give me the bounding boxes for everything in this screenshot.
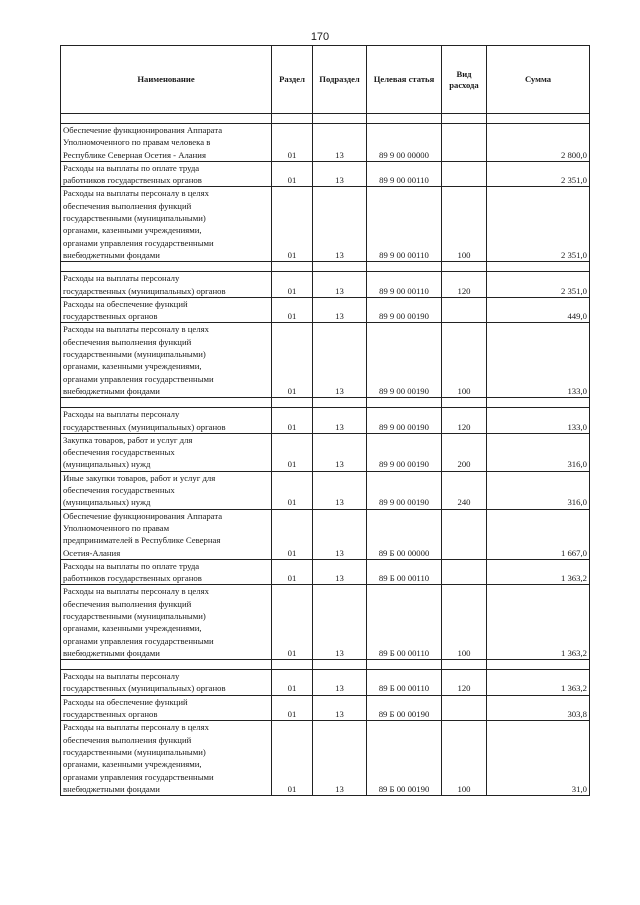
table-row [61, 124, 590, 162]
table-row [61, 695, 590, 721]
spacer-cell [272, 660, 313, 670]
cell-kind: 100 [442, 323, 487, 398]
cell-name: Обеспечение функционирования Аппарата Уполномоченного по правам предпринимателей в Республике Северная Осетия-Алания [61, 509, 272, 559]
spacer-cell [272, 114, 313, 124]
spacer-cell [367, 398, 442, 408]
cell-target: 89 Б 00 00190 [367, 721, 442, 796]
cell-kind: 240 [442, 471, 487, 509]
spacer-cell [487, 398, 590, 408]
spacer-cell [487, 262, 590, 272]
cell-subsection: 13 [313, 585, 367, 660]
cell-section: 01 [272, 124, 313, 162]
cell-name: Расходы на выплаты персоналу государственных (муниципальных) органов [61, 272, 272, 298]
cell-subsection: 13 [313, 272, 367, 298]
cell-target: 89 9 00 00190 [367, 323, 442, 398]
spacer-cell [272, 262, 313, 272]
cell-kind [442, 124, 487, 162]
table-row [61, 323, 590, 398]
cell-target: 89 Б 00 00000 [367, 509, 442, 559]
cell-kind: 120 [442, 670, 487, 696]
cell-subsection: 13 [313, 161, 367, 187]
spacer-cell [487, 114, 590, 124]
cell-sum: 449,0 [487, 297, 590, 323]
header-section: Раздел [272, 46, 313, 114]
cell-sum: 2 800,0 [487, 124, 590, 162]
cell-target: 89 9 00 00190 [367, 297, 442, 323]
cell-name: Расходы на обеспечение функций государственных органов [61, 695, 272, 721]
cell-target: 89 9 00 00000 [367, 124, 442, 162]
cell-target: 89 9 00 00190 [367, 408, 442, 434]
cell-section: 01 [272, 670, 313, 696]
spacer-row [61, 660, 590, 670]
cell-sum: 1 363,2 [487, 585, 590, 660]
cell-section: 01 [272, 272, 313, 298]
table-row [61, 161, 590, 187]
cell-kind: 100 [442, 721, 487, 796]
cell-section: 01 [272, 695, 313, 721]
spacer-cell [442, 114, 487, 124]
table-row [61, 408, 590, 434]
header-sum: Сумма [487, 46, 590, 114]
cell-sum: 2 351,0 [487, 161, 590, 187]
cell-section: 01 [272, 585, 313, 660]
cell-target: 89 9 00 00110 [367, 272, 442, 298]
header-target: Целевая статья [367, 46, 442, 114]
cell-section: 01 [272, 559, 313, 585]
cell-subsection: 13 [313, 670, 367, 696]
cell-subsection: 13 [313, 187, 367, 262]
cell-kind: 120 [442, 272, 487, 298]
cell-target: 89 Б 00 00110 [367, 670, 442, 696]
table-row [61, 670, 590, 696]
cell-kind [442, 509, 487, 559]
cell-name: Расходы на выплаты персоналу в целях обеспечения выполнения функций государственными (муниципальными) органами, казенными учреждениями, органами управления государственными внебюджетными фондами [61, 187, 272, 262]
spacer-cell [442, 660, 487, 670]
cell-target: 89 9 00 00110 [367, 161, 442, 187]
cell-subsection: 13 [313, 433, 367, 471]
cell-target: 89 Б 00 00110 [367, 559, 442, 585]
spacer-row [61, 114, 590, 124]
cell-name: Расходы на выплаты персоналу в целях обеспечения выполнения функций государственными (муниципальными) органами, казенными учреждениями, органами управления государственными внебюджетными фондами [61, 323, 272, 398]
cell-sum: 133,0 [487, 323, 590, 398]
cell-kind: 100 [442, 585, 487, 660]
spacer-cell [61, 398, 272, 408]
table-row [61, 187, 590, 262]
spacer-cell [61, 660, 272, 670]
cell-target: 89 Б 00 00110 [367, 585, 442, 660]
cell-target: 89 Б 00 00190 [367, 695, 442, 721]
cell-subsection: 13 [313, 721, 367, 796]
spacer-cell [442, 262, 487, 272]
cell-name: Иные закупки товаров, работ и услуг для обеспечения государственных (муниципальных) нужд [61, 471, 272, 509]
cell-subsection: 13 [313, 297, 367, 323]
cell-kind: 200 [442, 433, 487, 471]
cell-sum: 303,8 [487, 695, 590, 721]
spacer-cell [313, 262, 367, 272]
cell-name: Расходы на выплаты по оплате труда работников государственных органов [61, 559, 272, 585]
spacer-cell [313, 398, 367, 408]
cell-kind [442, 695, 487, 721]
spacer-cell [61, 114, 272, 124]
spacer-cell [487, 660, 590, 670]
cell-section: 01 [272, 509, 313, 559]
cell-subsection: 13 [313, 559, 367, 585]
cell-kind: 100 [442, 187, 487, 262]
table-row [61, 559, 590, 585]
cell-name: Расходы на выплаты персоналу в целях обеспечения выполнения функций государственными (муниципальными) органами, казенными учреждениями, органами управления государственными внебюджетными фондами [61, 721, 272, 796]
cell-section: 01 [272, 433, 313, 471]
spacer-cell [313, 660, 367, 670]
cell-sum: 2 351,0 [487, 187, 590, 262]
cell-sum: 31,0 [487, 721, 590, 796]
cell-subsection: 13 [313, 509, 367, 559]
spacer-cell [367, 660, 442, 670]
cell-subsection: 13 [313, 124, 367, 162]
cell-kind: 120 [442, 408, 487, 434]
cell-section: 01 [272, 721, 313, 796]
cell-kind [442, 297, 487, 323]
table-row [61, 471, 590, 509]
cell-kind [442, 161, 487, 187]
table-row [61, 272, 590, 298]
cell-subsection: 13 [313, 408, 367, 434]
page-number: 170 [310, 31, 330, 43]
cell-section: 01 [272, 323, 313, 398]
spacer-row [61, 262, 590, 272]
cell-name: Расходы на выплаты персоналу государственных (муниципальных) органов [61, 408, 272, 434]
cell-name: Закупка товаров, работ и услуг для обеспечения государственных (муниципальных) нужд [61, 433, 272, 471]
cell-name: Расходы на обеспечение функций государственных органов [61, 297, 272, 323]
header-subsection: Подраздел [313, 46, 367, 114]
spacer-row [61, 398, 590, 408]
cell-name: Расходы на выплаты персоналу в целях обеспечения выполнения функций государственными (муниципальными) органами, казенными учреждениями, органами управления государственными внебюджетными фондами [61, 585, 272, 660]
cell-sum: 1 363,2 [487, 670, 590, 696]
table-row [61, 721, 590, 796]
table-row [61, 509, 590, 559]
spacer-cell [313, 114, 367, 124]
table-row [61, 297, 590, 323]
cell-name: Расходы на выплаты персоналу государственных (муниципальных) органов [61, 670, 272, 696]
cell-subsection: 13 [313, 695, 367, 721]
spacer-cell [272, 398, 313, 408]
cell-sum: 1 667,0 [487, 509, 590, 559]
cell-target: 89 9 00 00190 [367, 433, 442, 471]
table-row [61, 433, 590, 471]
budget-table [60, 45, 590, 796]
cell-section: 01 [272, 187, 313, 262]
spacer-cell [61, 262, 272, 272]
cell-sum: 2 351,0 [487, 272, 590, 298]
cell-target: 89 9 00 00190 [367, 471, 442, 509]
cell-section: 01 [272, 471, 313, 509]
cell-sum: 133,0 [487, 408, 590, 434]
spacer-cell [367, 262, 442, 272]
table-header-row [61, 46, 590, 114]
cell-name: Обеспечение функционирования Аппарата Уполномоченного по правам человека в Республике Северная Осетия - Алания [61, 124, 272, 162]
cell-section: 01 [272, 408, 313, 434]
cell-sum: 316,0 [487, 433, 590, 471]
spacer-cell [367, 114, 442, 124]
header-kind: Вид расхода [442, 46, 487, 114]
header-name: Наименование [61, 46, 272, 114]
cell-name: Расходы на выплаты по оплате труда работников государственных органов [61, 161, 272, 187]
cell-section: 01 [272, 161, 313, 187]
cell-subsection: 13 [313, 323, 367, 398]
cell-sum: 1 363,2 [487, 559, 590, 585]
cell-section: 01 [272, 297, 313, 323]
spacer-cell [442, 398, 487, 408]
cell-subsection: 13 [313, 471, 367, 509]
cell-kind [442, 559, 487, 585]
table-row [61, 585, 590, 660]
cell-target: 89 9 00 00110 [367, 187, 442, 262]
cell-sum: 316,0 [487, 471, 590, 509]
